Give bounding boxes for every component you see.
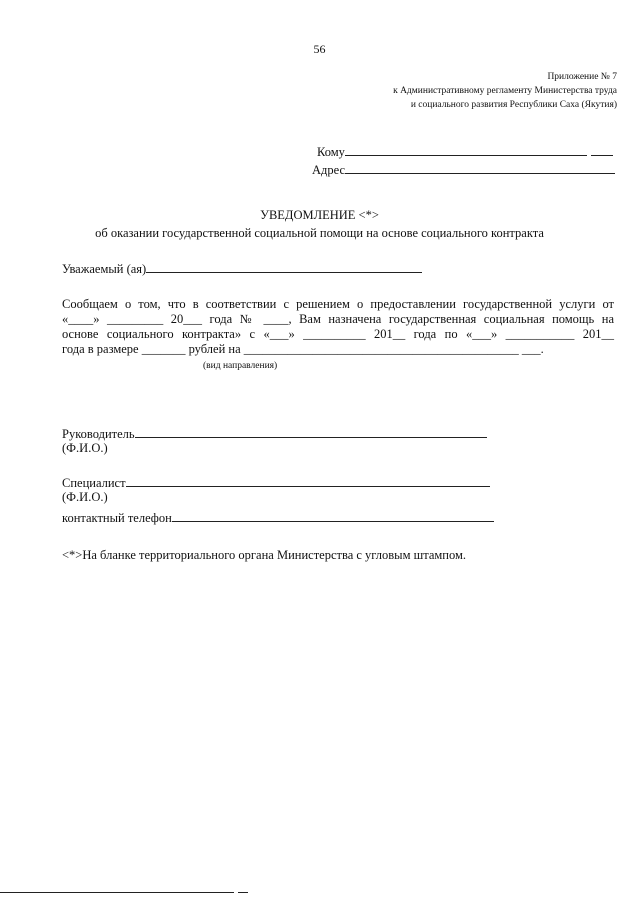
recipient-to-field[interactable] <box>345 143 587 156</box>
recipient-to-field-tail <box>591 143 613 156</box>
head-label: Руководитель <box>62 427 135 441</box>
appendix-line-1: Приложение № 7 <box>547 72 617 82</box>
phone-row <box>62 509 494 526</box>
document-subtitle: об оказании государственной социальной помощи на основе социального контракта <box>95 226 544 240</box>
notice-paragraph <box>62 297 614 357</box>
recipient-address-label: Адрес <box>312 163 346 177</box>
footer-rule-short <box>238 892 248 893</box>
direction-hint: (вид направления) <box>203 361 278 371</box>
head-signature-row <box>62 425 487 442</box>
document-title: УВЕДОМЛЕНИЕ <*> <box>260 208 379 222</box>
recipient-to-row <box>317 143 613 160</box>
recipient-to-label: Кому <box>317 145 345 159</box>
phone-field[interactable] <box>172 509 494 522</box>
recipient-address-row <box>312 161 615 178</box>
head-signature-field[interactable] <box>135 425 487 438</box>
phone-label: контактный телефон <box>62 511 172 525</box>
footnote: <*>На бланке территориального органа Министерства с угловым штампом. <box>62 548 467 562</box>
greeting-label: Уважаемый (ая) <box>62 262 147 276</box>
appendix-line-3: и социального развития Республики Саха (Якутия) <box>410 100 617 110</box>
appendix-line-2: к Административному регламенту Министерства труда <box>393 86 617 96</box>
specialist-label: Специалист <box>62 476 126 490</box>
specialist-signature-field[interactable] <box>126 474 490 487</box>
recipient-address-field[interactable] <box>345 161 615 174</box>
head-fio: (Ф.И.О.) <box>62 441 108 455</box>
page-number: 56 <box>313 42 326 56</box>
greeting-row <box>62 260 422 277</box>
notice-line-3: основе социального контракта» с «___» __________ 201__ года по «___» ___________ 201__ <box>62 327 614 341</box>
specialist-fio: (Ф.И.О.) <box>62 490 108 504</box>
notice-line-1: Сообщаем о том, что в соответствии с решением о предоставлении государственной услуги от <box>62 297 614 311</box>
greeting-name-field[interactable] <box>146 260 422 273</box>
footer-rule <box>0 892 234 893</box>
notice-line-4: года в размере _______ рублей на ____________________________________________ ___. <box>62 342 544 356</box>
notice-line-2: «____» _________ 20___ года № ____, Вам назначена государственная социальная помощь на <box>62 312 614 326</box>
specialist-signature-row <box>62 474 490 491</box>
